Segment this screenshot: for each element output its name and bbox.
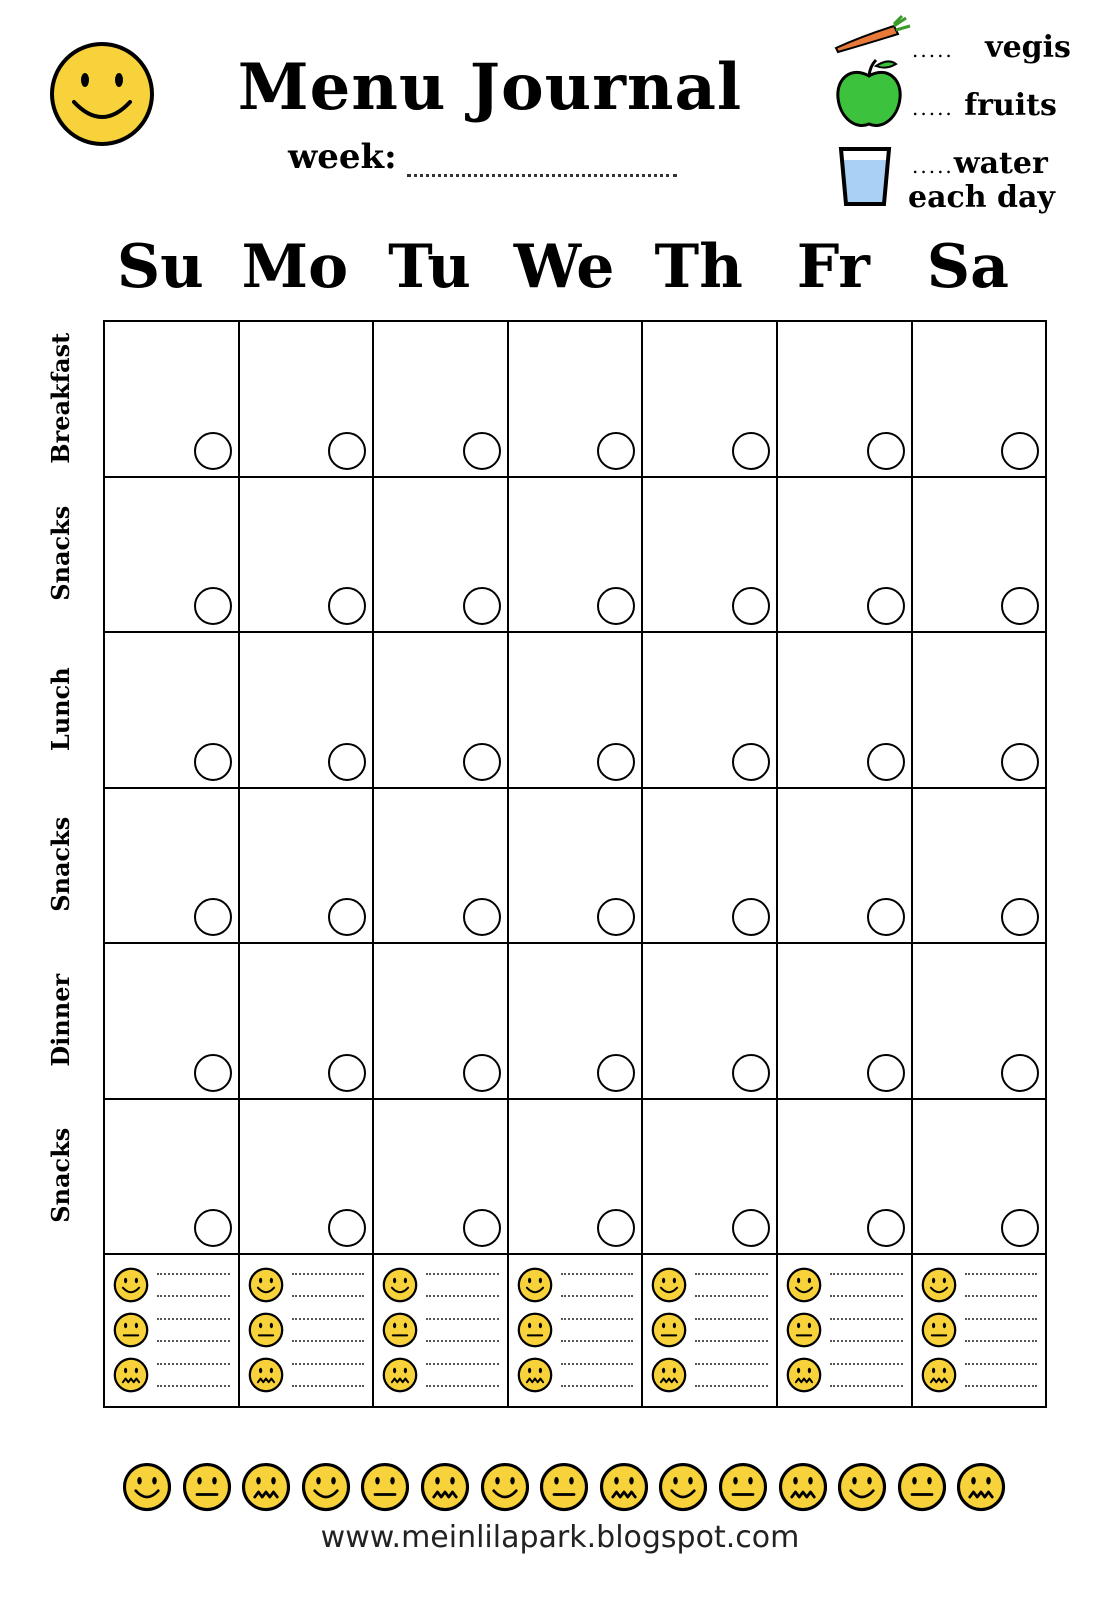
meal-cell-snacks-we[interactable]	[507, 476, 644, 634]
checkbox-circle[interactable]	[1001, 898, 1039, 936]
worried-face-icon[interactable]	[382, 1357, 418, 1393]
mood-dotted-line	[965, 1340, 1038, 1342]
checkbox-circle[interactable]	[328, 1054, 366, 1092]
meal-cell-snacks-fr[interactable]	[776, 476, 913, 634]
meal-cell-snacks-tu[interactable]	[372, 1098, 509, 1256]
checkbox-circle[interactable]	[732, 1054, 770, 1092]
worried-face-icon[interactable]	[517, 1357, 553, 1393]
checkbox-circle[interactable]	[867, 1054, 905, 1092]
meal-cell-snacks-su[interactable]	[103, 476, 240, 634]
happy-face-icon[interactable]	[786, 1267, 822, 1303]
meal-cell-snacks-sa[interactable]	[911, 476, 1048, 634]
day-header-sa: Sa	[926, 232, 1009, 302]
mood-cell-fr[interactable]	[776, 1253, 913, 1408]
week-label: week:	[288, 137, 397, 177]
mood-dotted-line	[965, 1385, 1038, 1387]
neutral-face-icon[interactable]	[921, 1312, 957, 1348]
mood-dotted-line	[830, 1385, 903, 1387]
checkbox-circle[interactable]	[463, 587, 501, 625]
journal-grid	[103, 320, 1045, 1408]
checkbox-circle[interactable]	[194, 1209, 232, 1247]
happy-face-icon[interactable]	[382, 1267, 418, 1303]
worried-face-sticker-icon	[599, 1462, 649, 1512]
neutral-face-sticker-icon	[360, 1462, 410, 1512]
meal-cell-snacks-fr[interactable]	[776, 1098, 913, 1256]
mood-dotted-line	[830, 1318, 903, 1320]
mood-dotted-line	[695, 1363, 768, 1365]
meal-cell-snacks-th[interactable]	[641, 476, 778, 634]
mood-dotted-line	[292, 1385, 365, 1387]
checkbox-circle[interactable]	[328, 432, 366, 470]
day-header-tu: Tu	[388, 232, 471, 302]
day-header-th: Th	[654, 232, 743, 302]
meal-cell-snacks-su[interactable]	[103, 1098, 240, 1256]
checkbox-circle[interactable]	[1001, 1209, 1039, 1247]
meal-cell-snacks-mo[interactable]	[238, 476, 375, 634]
worried-face-icon[interactable]	[651, 1357, 687, 1393]
meal-cell-snacks-mo[interactable]	[238, 1098, 375, 1256]
checkbox-circle[interactable]	[328, 1209, 366, 1247]
checkbox-circle[interactable]	[194, 587, 232, 625]
mood-dotted-line	[292, 1295, 365, 1297]
meal-cell-snacks-tu[interactable]	[372, 787, 509, 945]
day-header-we: We	[513, 232, 615, 302]
mood-dotted-line	[292, 1340, 365, 1342]
mood-dotted-line	[695, 1273, 768, 1275]
meal-cell-dinner-tu[interactable]	[372, 942, 509, 1100]
meal-cell-dinner-mo[interactable]	[238, 942, 375, 1100]
meal-cell-breakfast-th[interactable]	[641, 320, 778, 478]
meal-cell-dinner-sa[interactable]	[911, 942, 1048, 1100]
meal-cell-lunch-tu[interactable]	[372, 631, 509, 789]
smiley-logo-icon	[48, 40, 156, 148]
worried-face-sticker-icon	[956, 1462, 1006, 1512]
footer-url: www.meinlilapark.blogspot.com	[320, 1520, 800, 1555]
neutral-face-icon[interactable]	[786, 1312, 822, 1348]
checkbox-circle[interactable]	[328, 587, 366, 625]
meal-cell-breakfast-we[interactable]	[507, 320, 644, 478]
checkbox-circle[interactable]	[463, 1209, 501, 1247]
checkbox-circle[interactable]	[597, 432, 635, 470]
meal-cell-snacks-we[interactable]	[507, 787, 644, 945]
mood-dotted-line	[830, 1340, 903, 1342]
legend-water: .....water	[912, 146, 1048, 181]
checkbox-circle[interactable]	[1001, 1054, 1039, 1092]
mood-dotted-line	[561, 1363, 634, 1365]
mood-cell-we[interactable]	[507, 1253, 644, 1408]
meal-cell-breakfast-tu[interactable]	[372, 320, 509, 478]
checkbox-circle[interactable]	[463, 898, 501, 936]
checkbox-circle[interactable]	[867, 1209, 905, 1247]
meal-cell-snacks-sa[interactable]	[911, 787, 1048, 945]
checkbox-circle[interactable]	[597, 743, 635, 781]
happy-face-sticker-icon	[301, 1462, 351, 1512]
mood-dotted-line	[561, 1340, 634, 1342]
neutral-face-icon[interactable]	[113, 1312, 149, 1348]
mood-cell-sa[interactable]	[911, 1253, 1048, 1408]
worried-face-sticker-icon	[241, 1462, 291, 1512]
checkbox-circle[interactable]	[732, 1209, 770, 1247]
checkbox-circle[interactable]	[597, 1054, 635, 1092]
checkbox-circle[interactable]	[194, 1054, 232, 1092]
mood-cell-mo[interactable]	[238, 1253, 375, 1408]
mood-dotted-line	[561, 1273, 634, 1275]
checkbox-circle[interactable]	[867, 898, 905, 936]
mood-dotted-line	[157, 1273, 230, 1275]
legend-each-day: each day	[908, 180, 1055, 215]
mood-dotted-line	[695, 1385, 768, 1387]
day-header-mo: Mo	[241, 232, 349, 302]
mood-dotted-line	[157, 1318, 230, 1320]
day-header-fr: Fr	[796, 232, 870, 302]
checkbox-circle[interactable]	[732, 432, 770, 470]
meal-cell-lunch-sa[interactable]	[911, 631, 1048, 789]
meal-cell-snacks-mo[interactable]	[238, 787, 375, 945]
checkbox-circle[interactable]	[867, 587, 905, 625]
meal-cell-dinner-su[interactable]	[103, 942, 240, 1100]
neutral-face-icon[interactable]	[517, 1312, 553, 1348]
worried-face-icon[interactable]	[113, 1357, 149, 1393]
mood-dotted-line	[157, 1295, 230, 1297]
checkbox-circle[interactable]	[328, 743, 366, 781]
mood-dotted-line	[426, 1363, 499, 1365]
mood-dotted-line	[695, 1340, 768, 1342]
mood-dotted-line	[965, 1318, 1038, 1320]
worried-face-icon[interactable]	[921, 1357, 957, 1393]
mood-cell-th[interactable]	[641, 1253, 778, 1408]
happy-face-icon[interactable]	[651, 1267, 687, 1303]
mood-dotted-line	[157, 1340, 230, 1342]
meal-cell-lunch-we[interactable]	[507, 631, 644, 789]
day-header-su: Su	[116, 232, 204, 302]
checkbox-circle[interactable]	[597, 898, 635, 936]
worried-face-icon[interactable]	[786, 1357, 822, 1393]
row-label-dinner-4: Dinner	[46, 973, 75, 1067]
legend-fruits: ..... fruits	[912, 88, 1057, 123]
happy-face-sticker-icon	[480, 1462, 530, 1512]
happy-face-sticker-icon	[658, 1462, 708, 1512]
checkbox-circle[interactable]	[1001, 743, 1039, 781]
checkbox-circle[interactable]	[463, 743, 501, 781]
row-label-snacks-1: Snacks	[46, 505, 75, 601]
meal-cell-snacks-we[interactable]	[507, 1098, 644, 1256]
mood-dotted-line	[965, 1363, 1038, 1365]
meal-cell-breakfast-mo[interactable]	[238, 320, 375, 478]
neutral-face-icon[interactable]	[382, 1312, 418, 1348]
neutral-face-icon[interactable]	[248, 1312, 284, 1348]
meal-cell-snacks-su[interactable]	[103, 787, 240, 945]
row-label-snacks-5: Snacks	[46, 1127, 75, 1223]
mood-dotted-line	[157, 1363, 230, 1365]
row-label-snacks-3: Snacks	[46, 816, 75, 912]
water-glass-icon	[838, 146, 892, 208]
neutral-face-sticker-icon	[539, 1462, 589, 1512]
row-label-lunch-2: Lunch	[46, 666, 75, 751]
meal-cell-breakfast-sa[interactable]	[911, 320, 1048, 478]
mood-dotted-line	[561, 1385, 634, 1387]
checkbox-circle[interactable]	[1001, 432, 1039, 470]
apple-icon	[834, 56, 904, 132]
neutral-face-icon[interactable]	[651, 1312, 687, 1348]
happy-face-icon[interactable]	[248, 1267, 284, 1303]
happy-face-sticker-icon	[837, 1462, 887, 1512]
legend-vegis: ..... vegis	[912, 30, 1071, 65]
mood-dotted-line	[695, 1295, 768, 1297]
meal-cell-snacks-fr[interactable]	[776, 787, 913, 945]
worried-face-icon[interactable]	[248, 1357, 284, 1393]
mood-dotted-line	[561, 1295, 634, 1297]
checkbox-circle[interactable]	[194, 898, 232, 936]
checkbox-circle[interactable]	[463, 432, 501, 470]
mood-dotted-line	[830, 1273, 903, 1275]
meal-cell-dinner-fr[interactable]	[776, 942, 913, 1100]
meal-cell-snacks-sa[interactable]	[911, 1098, 1048, 1256]
checkbox-circle[interactable]	[597, 1209, 635, 1247]
checkbox-circle[interactable]	[194, 743, 232, 781]
meal-cell-breakfast-su[interactable]	[103, 320, 240, 478]
mood-dotted-line	[830, 1363, 903, 1365]
neutral-face-sticker-icon	[897, 1462, 947, 1512]
happy-face-sticker-icon	[122, 1462, 172, 1512]
mood-dotted-line	[292, 1318, 365, 1320]
mood-dotted-line	[426, 1385, 499, 1387]
worried-face-sticker-icon	[420, 1462, 470, 1512]
week-field[interactable]	[288, 137, 677, 177]
meal-cell-breakfast-fr[interactable]	[776, 320, 913, 478]
mood-dotted-line	[695, 1318, 768, 1320]
mood-dotted-line	[965, 1295, 1038, 1297]
mood-dotted-line	[426, 1340, 499, 1342]
meal-cell-dinner-th[interactable]	[641, 942, 778, 1100]
mood-dotted-line	[426, 1295, 499, 1297]
happy-face-icon[interactable]	[517, 1267, 553, 1303]
mood-dotted-line	[157, 1385, 230, 1387]
neutral-face-sticker-icon	[718, 1462, 768, 1512]
mood-dotted-line	[426, 1318, 499, 1320]
mood-dotted-line	[561, 1318, 634, 1320]
checkbox-circle[interactable]	[194, 432, 232, 470]
mood-cell-tu[interactable]	[372, 1253, 509, 1408]
row-label-breakfast-0: Breakfast	[46, 332, 75, 464]
neutral-face-sticker-icon	[182, 1462, 232, 1512]
carrot-icon	[832, 14, 912, 56]
checkbox-circle[interactable]	[597, 587, 635, 625]
checkbox-circle[interactable]	[732, 743, 770, 781]
meal-cell-dinner-we[interactable]	[507, 942, 644, 1100]
mood-dotted-line	[965, 1273, 1038, 1275]
happy-face-icon[interactable]	[921, 1267, 957, 1303]
mood-dotted-line	[292, 1363, 365, 1365]
mood-dotted-line	[426, 1273, 499, 1275]
page-title: Menu Journal	[237, 50, 743, 125]
checkbox-circle[interactable]	[732, 587, 770, 625]
checkbox-circle[interactable]	[732, 898, 770, 936]
checkbox-circle[interactable]	[463, 1054, 501, 1092]
checkbox-circle[interactable]	[867, 432, 905, 470]
checkbox-circle[interactable]	[1001, 587, 1039, 625]
meal-cell-snacks-th[interactable]	[641, 1098, 778, 1256]
mood-dotted-line	[292, 1273, 365, 1275]
meal-cell-snacks-th[interactable]	[641, 787, 778, 945]
week-dotted-line	[407, 148, 677, 177]
meal-cell-lunch-fr[interactable]	[776, 631, 913, 789]
meal-cell-lunch-su[interactable]	[103, 631, 240, 789]
checkbox-circle[interactable]	[867, 743, 905, 781]
meal-cell-lunch-th[interactable]	[641, 631, 778, 789]
meal-cell-snacks-tu[interactable]	[372, 476, 509, 634]
mood-cell-su[interactable]	[103, 1253, 240, 1408]
meal-cell-lunch-mo[interactable]	[238, 631, 375, 789]
checkbox-circle[interactable]	[328, 898, 366, 936]
worried-face-sticker-icon	[778, 1462, 828, 1512]
mood-dotted-line	[830, 1295, 903, 1297]
happy-face-icon[interactable]	[113, 1267, 149, 1303]
